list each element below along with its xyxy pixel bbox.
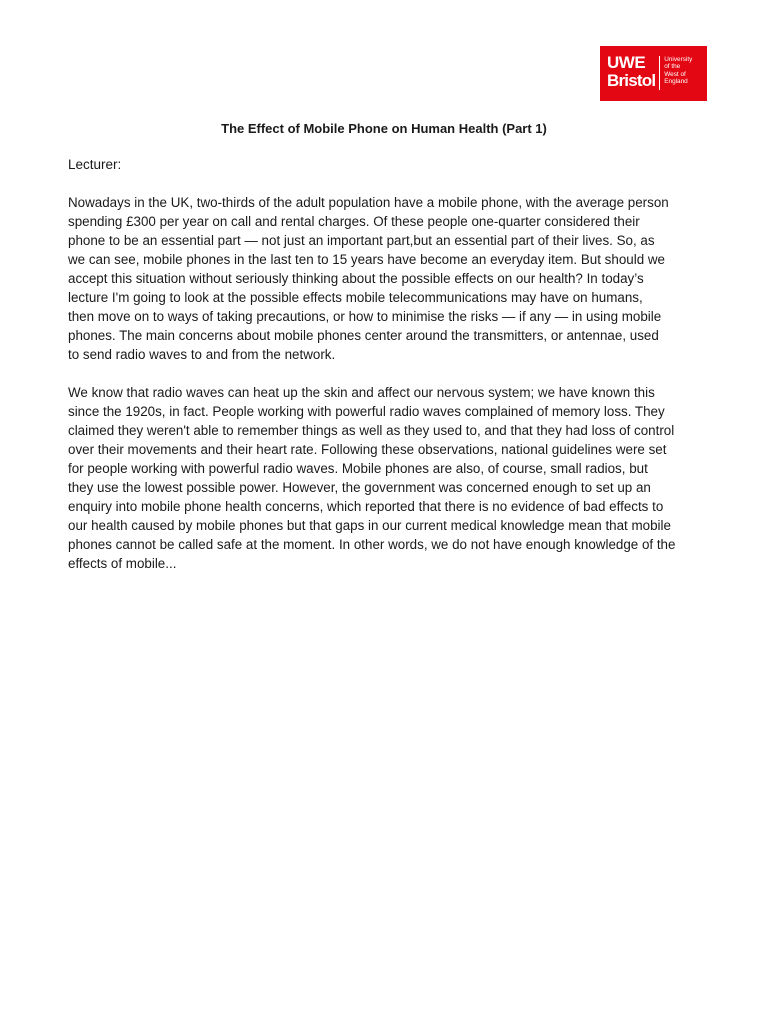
text-line: effects of mobile... bbox=[68, 556, 177, 571]
text-line: we can see, mobile phones in the last ten to 15 years have become an everyday item. But should we bbox=[68, 252, 665, 267]
logo-sub-line: of the bbox=[664, 63, 681, 71]
logo-wordmark bbox=[607, 54, 655, 90]
paragraph-2 bbox=[68, 383, 708, 573]
text-line: claimed they weren't able to remember things as well as they used to, and that they had loss of control bbox=[68, 423, 675, 438]
logo-divider bbox=[659, 56, 660, 90]
text-line: phones cannot be called safe at the moment. In other words, we do not have enough knowledge of the bbox=[68, 537, 676, 552]
text-line: lecture I'm going to look at the possible effects mobile telecommunications may have on humans, bbox=[68, 290, 643, 305]
logo-line-uwe: UWE bbox=[607, 53, 646, 72]
logo-university-name bbox=[664, 54, 692, 86]
text-line: accept this situation without seriously thinking about the possible effects on our health? In today’s bbox=[68, 271, 644, 286]
document-title: The Effect of Mobile Phone on Human Health (Part 1) bbox=[221, 121, 547, 136]
text-line: We know that radio waves can heat up the skin and affect our nervous system; we have known this bbox=[68, 385, 655, 400]
logo-sub-line: University bbox=[664, 56, 693, 63]
text-line: over their movements and their heart rate. Following these observations, national guidelines were set bbox=[68, 442, 667, 457]
logo-sub-line: England bbox=[664, 78, 688, 86]
text-line: our health caused by mobile phones but that gaps in our current medical knowledge mean that mobile bbox=[68, 518, 671, 533]
text-line: phones. The main concerns about mobile phones center around the transmitters, or antennae, used bbox=[68, 328, 659, 343]
speaker-label: Lecturer: bbox=[68, 157, 122, 172]
text-line: since the 1920s, in fact. People working with powerful radio waves complained of memory loss. They bbox=[68, 404, 665, 419]
paragraph-1 bbox=[68, 193, 708, 364]
logo-line-bristol: Bristol bbox=[607, 71, 656, 90]
text-line: then move on to ways of taking precautions, or how to minimise the risks — if any — in using mobile bbox=[68, 309, 662, 324]
text-line: enquiry into mobile phone health concerns, which reported that there is no evidence of bad effects to bbox=[68, 499, 664, 514]
text-line: to send radio waves to and from the network. bbox=[68, 347, 336, 362]
uwe-bristol-logo bbox=[600, 46, 707, 101]
logo-sub-line: West of bbox=[664, 70, 686, 78]
text-line: spending £300 per year on call and rental charges. Of these people one-quarter considered their bbox=[68, 214, 640, 229]
text-line: phone to be an essential part — not just an important part,but an essential part of their lives. So, as bbox=[68, 233, 655, 248]
text-line: they use the lowest possible power. However, the government was concerned enough to set up an bbox=[68, 480, 651, 495]
text-line: for people working with powerful radio waves. Mobile phones are also, of course, small radios, but bbox=[68, 461, 648, 476]
text-line: Nowadays in the UK, two-thirds of the adult population have a mobile phone, with the average person bbox=[68, 195, 669, 210]
